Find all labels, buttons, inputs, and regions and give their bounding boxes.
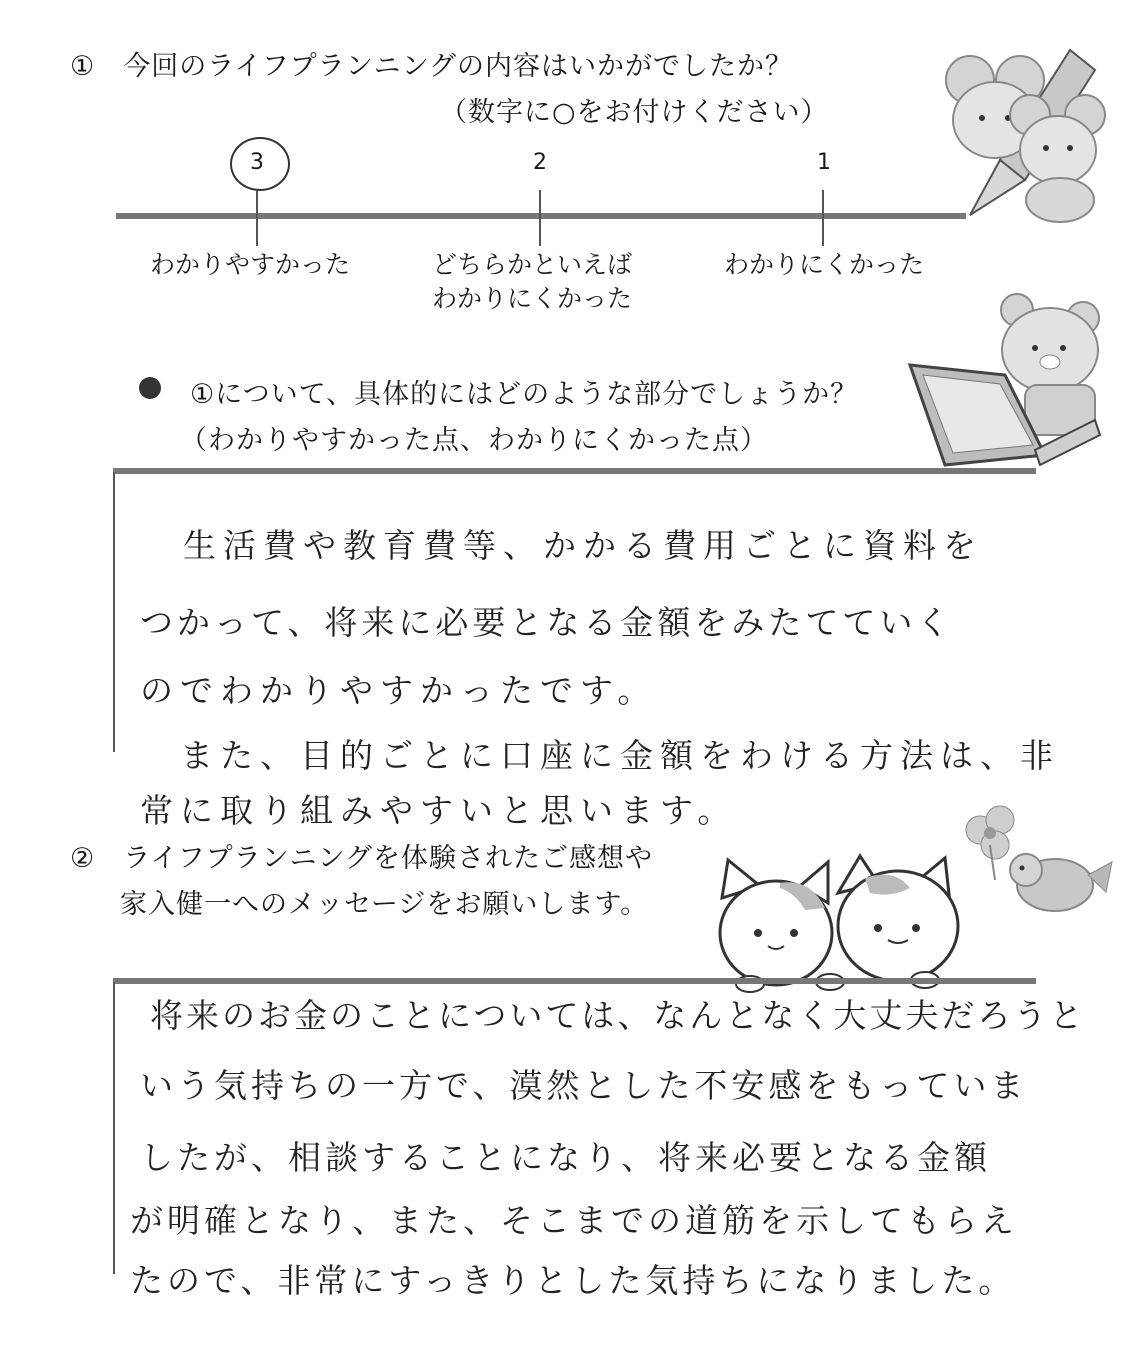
scale-tick-1 [822, 190, 824, 246]
answer-2-line-4: が明確となり、また、そこまでの道筋を示してもらえ [130, 1201, 1018, 1240]
two-cats-illustration [710, 848, 970, 993]
answer-2-line-2: いう気持ちの一方で、漠然とした不安感をもっていま [140, 1066, 1028, 1105]
question-2-line-2: 家入健一へのメッセージをお願いします。 [120, 889, 649, 920]
mice-with-pencil-illustration [930, 40, 1120, 220]
answer-box-2-top [113, 978, 1036, 984]
answer-2-line-1: 将来のお金のことについては、なんとなく大丈夫だろうと [150, 996, 1086, 1035]
answer-2-line-5: たので、非常にすっきりとした気持ちになりました。 [130, 1261, 1016, 1300]
scale-label-2: どちらかといえば わかりにくかった [432, 250, 633, 313]
flower-and-bird-illustration [960, 800, 1120, 920]
scale-number-2[interactable]: 2 [533, 150, 547, 175]
answer-box-1-top [113, 468, 1036, 474]
scale-line [116, 213, 966, 219]
answer-2-line-3: したが、相談することになり、将来必要となる金額 [140, 1138, 991, 1177]
question-1-instruction: （数字に○をお付けください） [440, 97, 829, 128]
bear-with-laptop-illustration [905, 290, 1105, 470]
answer-1-line-3: のでわかりやすかったです。 [140, 671, 658, 710]
answer-box-2-left [113, 982, 115, 1274]
answer-1-line-2: つかって、将来に必要となる金額をみたてていく [140, 603, 954, 642]
scale-tick-3 [256, 190, 258, 246]
answer-box-1-left [113, 472, 115, 752]
followup-question-sub: （わかりやすかった点、わかりにくかった点） [180, 425, 768, 456]
question-2-line-1: ② ライフプランニングを体験されたご感想や [70, 843, 654, 874]
bullet-icon [138, 376, 162, 400]
answer-1-line-5: 常に取り組みやすいと思います。 [140, 791, 738, 830]
selection-circle [230, 137, 290, 191]
scale-number-3[interactable]: 3 [250, 150, 264, 175]
scale-label-3: わかりやすかった [150, 250, 351, 279]
answer-1-line-1: 生活費や教育費等、かかる費用ごとに資料を [183, 526, 983, 565]
scale-tick-2 [539, 190, 541, 246]
question-1-text: ① 今回のライフプランニングの内容はいかがでしたか？ [70, 51, 794, 82]
answer-1-line-4: また、目的ごとに口座に金額をわける方法は、非 [180, 736, 1060, 775]
scale-number-1[interactable]: 1 [817, 150, 831, 175]
scale-label-1: わかりにくかった [724, 250, 925, 279]
followup-question-text: ①について、具体的にはどのような部分でしょうか？ [190, 379, 859, 410]
